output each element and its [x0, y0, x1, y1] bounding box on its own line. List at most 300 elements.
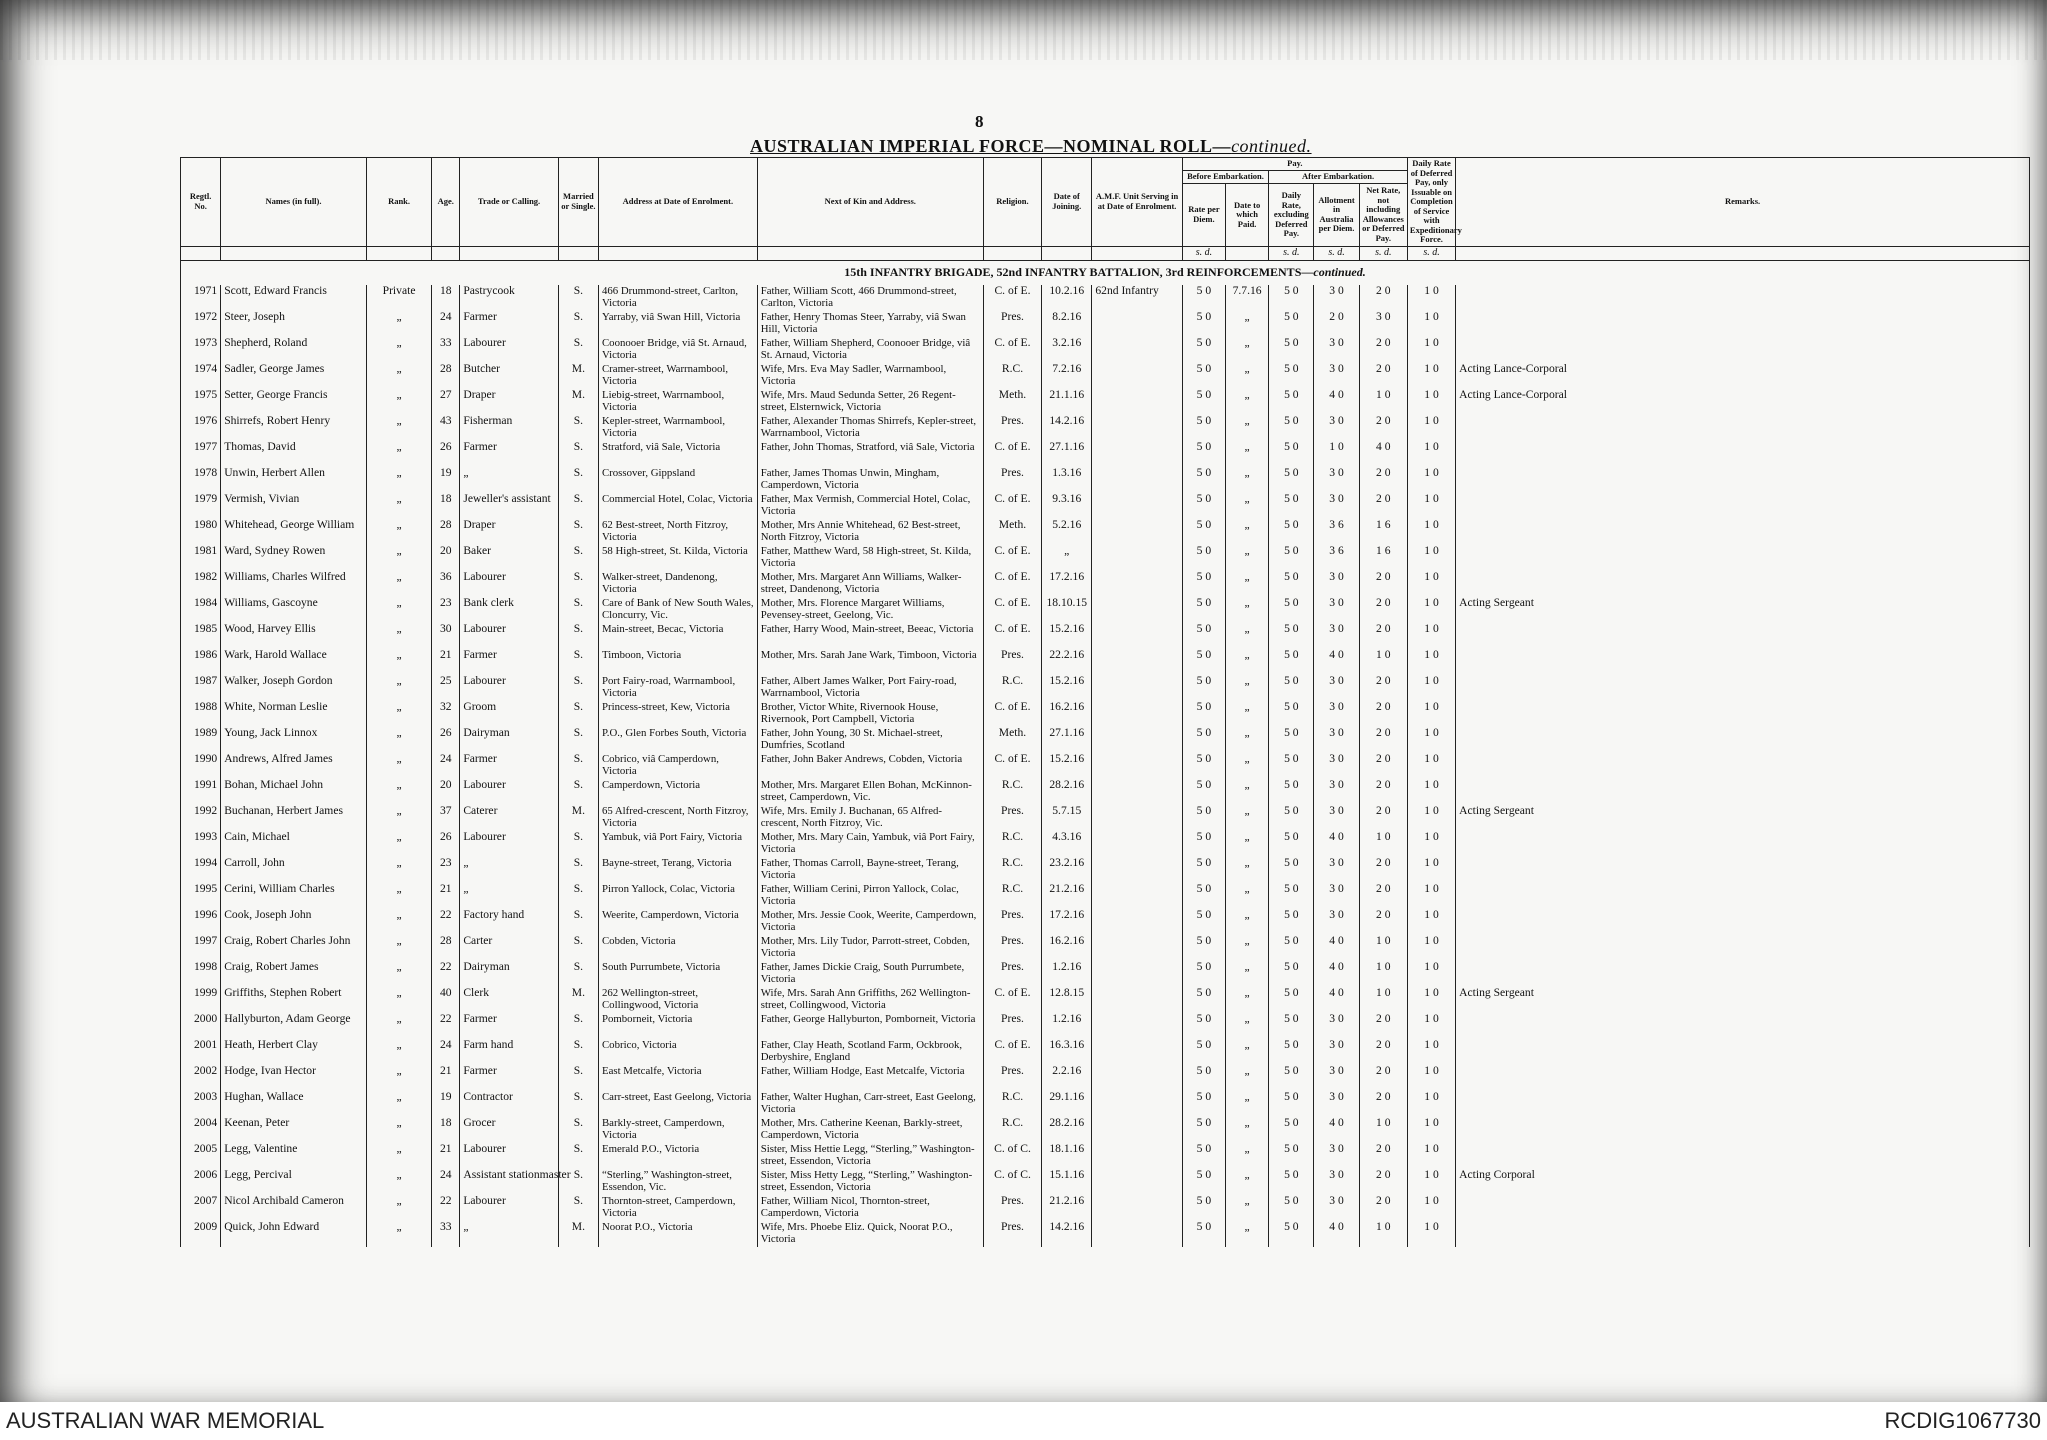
cell-trade: Labourer: [460, 779, 558, 805]
cell-married: S.: [558, 753, 598, 779]
cell-remarks: [1456, 727, 2030, 753]
cell-date-paid: „: [1226, 857, 1269, 883]
cell-name: Williams, Charles Wilfred: [221, 571, 367, 597]
cell-daily-rate: 5 0: [1269, 883, 1314, 909]
cell-next-of-kin: Father, Matthew Ward, 58 High-street, St. Kilda, Victoria: [757, 545, 983, 571]
cell-name: Keenan, Peter: [221, 1117, 367, 1143]
cell-remarks: [1456, 1039, 2030, 1065]
cell-deferred-pay: 1 0: [1407, 649, 1455, 675]
cell-date-paid: „: [1226, 1065, 1269, 1091]
cell-date-paid: „: [1226, 883, 1269, 909]
cell-date-joining: 1.2.16: [1042, 1013, 1092, 1039]
cell-rate-per-diem: 5 0: [1182, 467, 1225, 493]
cell-remarks: [1456, 493, 2030, 519]
cell-deferred-pay: 1 0: [1407, 363, 1455, 389]
cell-age: 20: [432, 779, 460, 805]
cell-deferred-pay: 1 0: [1407, 909, 1455, 935]
cell-next-of-kin: Brother, Victor White, Rivernook House, Rivernook, Port Campbell, Victoria: [757, 701, 983, 727]
cell-deferred-pay: 1 0: [1407, 1117, 1455, 1143]
cell-allotment: 4 0: [1314, 831, 1359, 857]
cell-regtl-no: 2005: [181, 1143, 221, 1169]
cell-married: S.: [558, 1013, 598, 1039]
cell-deferred-pay: 1 0: [1407, 1013, 1455, 1039]
cell-daily-rate: 5 0: [1269, 285, 1314, 311]
cell-allotment: 3 0: [1314, 285, 1359, 311]
cell-address: Cobden, Victoria: [598, 935, 757, 961]
cell-age: 22: [432, 1195, 460, 1221]
cell-date-joining: 28.2.16: [1042, 779, 1092, 805]
cell-trade: Farm hand: [460, 1039, 558, 1065]
cell-daily-rate: 5 0: [1269, 467, 1314, 493]
cell-amf-unit: [1092, 311, 1182, 337]
cell-date-paid: „: [1226, 337, 1269, 363]
cell-trade: Labourer: [460, 337, 558, 363]
cell-religion: C. of C.: [983, 1143, 1041, 1169]
cell-net-rate: 2 0: [1359, 1091, 1407, 1117]
cell-allotment: 1 0: [1314, 441, 1359, 467]
cell-rank: „: [366, 1065, 431, 1091]
cell-amf-unit: [1092, 701, 1182, 727]
cell-trade: Bank clerk: [460, 597, 558, 623]
cell-married: S.: [558, 909, 598, 935]
cell-net-rate: 2 0: [1359, 467, 1407, 493]
cell-date-paid: „: [1226, 493, 1269, 519]
cell-remarks: [1456, 909, 2030, 935]
cell-religion: C. of C.: [983, 1169, 1041, 1195]
cell-deferred-pay: 1 0: [1407, 1091, 1455, 1117]
cell-next-of-kin: Mother, Mrs. Margaret Ellen Bohan, McKinnon-street, Camperdown, Vic.: [757, 779, 983, 805]
cell-regtl-no: 2002: [181, 1065, 221, 1091]
cell-remarks: [1456, 753, 2030, 779]
cell-rate-per-diem: 5 0: [1182, 961, 1225, 987]
cell-net-rate: 1 6: [1359, 519, 1407, 545]
cell-remarks: [1456, 831, 2030, 857]
cell-age: 24: [432, 753, 460, 779]
cell-deferred-pay: 1 0: [1407, 519, 1455, 545]
cell-rate-per-diem: 5 0: [1182, 935, 1225, 961]
cell-date-paid: „: [1226, 1169, 1269, 1195]
cell-regtl-no: 1989: [181, 727, 221, 753]
cell-rate-per-diem: 5 0: [1182, 519, 1225, 545]
cell-rank: „: [366, 545, 431, 571]
cell-amf-unit: [1092, 831, 1182, 857]
col-names: Names (in full).: [221, 158, 367, 247]
cell-date-paid: „: [1226, 415, 1269, 441]
cell-date-joining: 29.1.16: [1042, 1091, 1092, 1117]
cell-deferred-pay: 1 0: [1407, 805, 1455, 831]
cell-religion: Pres.: [983, 1065, 1041, 1091]
cell-allotment: 3 0: [1314, 1013, 1359, 1039]
table-row: [181, 493, 2030, 519]
cell-trade: Baker: [460, 545, 558, 571]
cell-age: 21: [432, 883, 460, 909]
cell-amf-unit: [1092, 1039, 1182, 1065]
cell-allotment: 4 0: [1314, 961, 1359, 987]
cell-rank: „: [366, 441, 431, 467]
cell-date-paid: „: [1226, 597, 1269, 623]
cell-allotment: 3 0: [1314, 493, 1359, 519]
cell-remarks: [1456, 675, 2030, 701]
cell-next-of-kin: Father, Alexander Thomas Shirrefs, Kepler-street, Warrnambool, Victoria: [757, 415, 983, 441]
cell-religion: R.C.: [983, 1117, 1041, 1143]
unit-sd: s. d.: [1407, 246, 1455, 260]
cell-remarks: [1456, 857, 2030, 883]
cell-married: S.: [558, 441, 598, 467]
cell-regtl-no: 1971: [181, 285, 221, 311]
cell-allotment: 3 0: [1314, 571, 1359, 597]
cell-date-joining: 17.2.16: [1042, 571, 1092, 597]
cell-religion: C. of E.: [983, 1039, 1041, 1065]
cell-trade: Farmer: [460, 753, 558, 779]
table-row: [181, 571, 2030, 597]
cell-net-rate: 1 0: [1359, 831, 1407, 857]
cell-next-of-kin: Father, William Hodge, East Metcalfe, Victoria: [757, 1065, 983, 1091]
cell-date-joining: 18.1.16: [1042, 1143, 1092, 1169]
col-religion: Religion.: [983, 158, 1041, 247]
cell-address: Port Fairy-road, Warrnambool, Victoria: [598, 675, 757, 701]
table-row: [181, 1065, 2030, 1091]
cell-date-joining: 21.1.16: [1042, 389, 1092, 415]
cell-name: Young, Jack Linnox: [221, 727, 367, 753]
cell-trade: Labourer: [460, 675, 558, 701]
cell-married: S.: [558, 779, 598, 805]
cell-deferred-pay: 1 0: [1407, 987, 1455, 1013]
cell-daily-rate: 5 0: [1269, 493, 1314, 519]
cell-regtl-no: 1996: [181, 909, 221, 935]
cell-address: Carr-street, East Geelong, Victoria: [598, 1091, 757, 1117]
cell-address: Commercial Hotel, Colac, Victoria: [598, 493, 757, 519]
cell-address: Care of Bank of New South Wales, Cloncurry, Vic.: [598, 597, 757, 623]
cell-deferred-pay: 1 0: [1407, 389, 1455, 415]
cell-regtl-no: 1974: [181, 363, 221, 389]
cell-daily-rate: 5 0: [1269, 1221, 1314, 1247]
cell-address: Noorat P.O., Victoria: [598, 1221, 757, 1247]
cell-rank: „: [366, 987, 431, 1013]
cell-regtl-no: 1993: [181, 831, 221, 857]
cell-age: 26: [432, 727, 460, 753]
cell-daily-rate: 5 0: [1269, 415, 1314, 441]
cell-age: 21: [432, 1065, 460, 1091]
cell-rank: „: [366, 389, 431, 415]
cell-married: S.: [558, 1117, 598, 1143]
cell-regtl-no: 1988: [181, 701, 221, 727]
cell-date-joining: 15.2.16: [1042, 623, 1092, 649]
cell-net-rate: 2 0: [1359, 753, 1407, 779]
cell-rate-per-diem: 5 0: [1182, 1169, 1225, 1195]
cell-rank: „: [366, 519, 431, 545]
section-title-suffix: continued.: [1313, 265, 1366, 280]
cell-name: Wark, Harold Wallace: [221, 649, 367, 675]
cell-age: 23: [432, 857, 460, 883]
cell-amf-unit: [1092, 545, 1182, 571]
cell-amf-unit: [1092, 493, 1182, 519]
cell-married: S.: [558, 883, 598, 909]
cell-amf-unit: [1092, 1221, 1182, 1247]
cell-age: 37: [432, 805, 460, 831]
cell-amf-unit: [1092, 337, 1182, 363]
cell-married: M.: [558, 1221, 598, 1247]
cell-religion: Pres.: [983, 935, 1041, 961]
col-after-embarkation: After Embarkation.: [1269, 171, 1408, 184]
cell-rate-per-diem: 5 0: [1182, 779, 1225, 805]
cell-allotment: 3 0: [1314, 337, 1359, 363]
cell-regtl-no: 2001: [181, 1039, 221, 1065]
cell-daily-rate: 5 0: [1269, 311, 1314, 337]
table-row: [181, 441, 2030, 467]
table-row: [181, 311, 2030, 337]
cell-amf-unit: [1092, 935, 1182, 961]
cell-next-of-kin: Father, Thomas Carroll, Bayne-street, Terang, Victoria: [757, 857, 983, 883]
cell-allotment: 3 0: [1314, 753, 1359, 779]
table-row: [181, 649, 2030, 675]
cell-next-of-kin: Mother, Mrs. Florence Margaret Williams, Pevensey-street, Geelong, Vic.: [757, 597, 983, 623]
cell-age: 40: [432, 987, 460, 1013]
cell-date-paid: „: [1226, 363, 1269, 389]
cell-amf-unit: [1092, 727, 1182, 753]
cell-address: Cobrico, viâ Camperdown, Victoria: [598, 753, 757, 779]
cell-net-rate: 1 0: [1359, 987, 1407, 1013]
cell-date-joining: 21.2.16: [1042, 883, 1092, 909]
table-row: [181, 1013, 2030, 1039]
cell-date-paid: „: [1226, 545, 1269, 571]
cell-daily-rate: 5 0: [1269, 987, 1314, 1013]
cell-daily-rate: 5 0: [1269, 337, 1314, 363]
cell-married: M.: [558, 805, 598, 831]
cell-amf-unit: [1092, 961, 1182, 987]
cell-age: 28: [432, 363, 460, 389]
cell-rank: „: [366, 805, 431, 831]
cell-allotment: 3 0: [1314, 675, 1359, 701]
cell-regtl-no: 2007: [181, 1195, 221, 1221]
cell-rate-per-diem: 5 0: [1182, 545, 1225, 571]
cell-date-paid: „: [1226, 311, 1269, 337]
cell-religion: R.C.: [983, 779, 1041, 805]
cell-net-rate: 1 0: [1359, 389, 1407, 415]
cell-name: Legg, Valentine: [221, 1143, 367, 1169]
cell-deferred-pay: 1 0: [1407, 961, 1455, 987]
cell-regtl-no: 1980: [181, 519, 221, 545]
cell-date-paid: „: [1226, 571, 1269, 597]
cell-religion: Pres.: [983, 909, 1041, 935]
cell-regtl-no: 1982: [181, 571, 221, 597]
cell-rank: „: [366, 1143, 431, 1169]
cell-age: 30: [432, 623, 460, 649]
cell-date-paid: „: [1226, 1013, 1269, 1039]
cell-deferred-pay: 1 0: [1407, 1065, 1455, 1091]
cell-rank: „: [366, 467, 431, 493]
cell-remarks: [1456, 519, 2030, 545]
cell-trade: Farmer: [460, 1013, 558, 1039]
cell-next-of-kin: Wife, Mrs. Phoebe Eliz. Quick, Noorat P.O., Victoria: [757, 1221, 983, 1247]
cell-amf-unit: [1092, 1143, 1182, 1169]
cell-religion: C. of E.: [983, 285, 1041, 311]
table-row: [181, 675, 2030, 701]
cell-daily-rate: 5 0: [1269, 1065, 1314, 1091]
table-row: [181, 467, 2030, 493]
cell-date-joining: 23.2.16: [1042, 857, 1092, 883]
table-row: [181, 935, 2030, 961]
cell-age: 22: [432, 909, 460, 935]
cell-married: S.: [558, 597, 598, 623]
cell-married: S.: [558, 831, 598, 857]
cell-rate-per-diem: 5 0: [1182, 909, 1225, 935]
table-row: [181, 753, 2030, 779]
cell-amf-unit: [1092, 753, 1182, 779]
cell-allotment: 3 0: [1314, 1169, 1359, 1195]
cell-regtl-no: 1977: [181, 441, 221, 467]
cell-net-rate: 2 0: [1359, 337, 1407, 363]
cell-allotment: 3 0: [1314, 1091, 1359, 1117]
cell-religion: C. of E.: [983, 545, 1041, 571]
cell-remarks: [1456, 545, 2030, 571]
cell-regtl-no: 1992: [181, 805, 221, 831]
cell-net-rate: 1 6: [1359, 545, 1407, 571]
cell-net-rate: 2 0: [1359, 1039, 1407, 1065]
cell-remarks: [1456, 441, 2030, 467]
cell-daily-rate: 5 0: [1269, 675, 1314, 701]
cell-allotment: 3 0: [1314, 909, 1359, 935]
cell-date-joining: 18.10.15: [1042, 597, 1092, 623]
cell-remarks: [1456, 571, 2030, 597]
table-row: [181, 1169, 2030, 1195]
cell-daily-rate: 5 0: [1269, 1091, 1314, 1117]
cell-age: 24: [432, 1169, 460, 1195]
cell-trade: Farmer: [460, 1065, 558, 1091]
cell-remarks: [1456, 337, 2030, 363]
cell-deferred-pay: 1 0: [1407, 1221, 1455, 1247]
cell-rate-per-diem: 5 0: [1182, 571, 1225, 597]
table-row: [181, 623, 2030, 649]
cell-married: S.: [558, 337, 598, 363]
units-row: [181, 246, 2030, 260]
cell-address: Thornton-street, Camperdown, Victoria: [598, 1195, 757, 1221]
cell-regtl-no: 1973: [181, 337, 221, 363]
cell-regtl-no: 1978: [181, 467, 221, 493]
cell-name: Walker, Joseph Gordon: [221, 675, 367, 701]
cell-allotment: 3 0: [1314, 805, 1359, 831]
cell-address: “Sterling,” Washington-street, Essendon, Vic.: [598, 1169, 757, 1195]
cell-rank: „: [366, 1013, 431, 1039]
cell-trade: Contractor: [460, 1091, 558, 1117]
cell-daily-rate: 5 0: [1269, 571, 1314, 597]
cell-date-paid: 7.7.16: [1226, 285, 1269, 311]
cell-deferred-pay: 1 0: [1407, 831, 1455, 857]
cell-rank: „: [366, 649, 431, 675]
cell-name: Steer, Joseph: [221, 311, 367, 337]
cell-remarks: [1456, 935, 2030, 961]
section-heading-row: [181, 260, 2030, 285]
cell-next-of-kin: Mother, Mrs. Margaret Ann Williams, Walker-street, Dandenong, Victoria: [757, 571, 983, 597]
cell-daily-rate: 5 0: [1269, 961, 1314, 987]
cell-deferred-pay: 1 0: [1407, 415, 1455, 441]
cell-rate-per-diem: 5 0: [1182, 727, 1225, 753]
cell-rank: „: [366, 909, 431, 935]
cell-married: S.: [558, 623, 598, 649]
cell-religion: C. of E.: [983, 623, 1041, 649]
cell-trade: Farmer: [460, 311, 558, 337]
cell-age: 25: [432, 675, 460, 701]
cell-amf-unit: [1092, 363, 1182, 389]
cell-next-of-kin: Father, Max Vermish, Commercial Hotel, Colac, Victoria: [757, 493, 983, 519]
table-row: [181, 1195, 2030, 1221]
cell-date-paid: „: [1226, 389, 1269, 415]
cell-daily-rate: 5 0: [1269, 831, 1314, 857]
table-header: [181, 158, 2030, 247]
cell-daily-rate: 5 0: [1269, 1169, 1314, 1195]
cell-date-joining: 3.2.16: [1042, 337, 1092, 363]
cell-date-joining: 27.1.16: [1042, 727, 1092, 753]
col-age: Age.: [432, 158, 460, 247]
cell-remarks: Acting Lance-Corporal: [1456, 389, 2030, 415]
cell-remarks: [1456, 701, 2030, 727]
cell-rank: „: [366, 363, 431, 389]
cell-rank: Private: [366, 285, 431, 311]
cell-net-rate: 1 0: [1359, 1221, 1407, 1247]
col-allotment: Allotment in Australia per Diem.: [1314, 184, 1359, 247]
cell-name: Buchanan, Herbert James: [221, 805, 367, 831]
cell-trade: Dairyman: [460, 961, 558, 987]
cell-regtl-no: 1997: [181, 935, 221, 961]
cell-regtl-no: 1981: [181, 545, 221, 571]
cell-deferred-pay: 1 0: [1407, 1195, 1455, 1221]
cell-rate-per-diem: 5 0: [1182, 363, 1225, 389]
cell-date-joining: 2.2.16: [1042, 1065, 1092, 1091]
cell-rate-per-diem: 5 0: [1182, 1195, 1225, 1221]
cell-trade: „: [460, 1221, 558, 1247]
table-row: [181, 701, 2030, 727]
cell-rate-per-diem: 5 0: [1182, 1221, 1225, 1247]
cell-net-rate: 2 0: [1359, 493, 1407, 519]
cell-net-rate: 2 0: [1359, 1143, 1407, 1169]
cell-address: Stratford, viâ Sale, Victoria: [598, 441, 757, 467]
unit-sd: s. d.: [1182, 246, 1225, 260]
cell-allotment: 3 0: [1314, 415, 1359, 441]
cell-allotment: 3 0: [1314, 701, 1359, 727]
cell-rank: „: [366, 1221, 431, 1247]
cell-deferred-pay: 1 0: [1407, 493, 1455, 519]
col-rank: Rank.: [366, 158, 431, 247]
cell-amf-unit: [1092, 805, 1182, 831]
cell-married: S.: [558, 571, 598, 597]
cell-trade: Farmer: [460, 441, 558, 467]
cell-religion: C. of E.: [983, 701, 1041, 727]
table-row: [181, 831, 2030, 857]
cell-daily-rate: 5 0: [1269, 935, 1314, 961]
cell-rank: „: [366, 1195, 431, 1221]
cell-net-rate: 3 0: [1359, 311, 1407, 337]
cell-name: Carroll, John: [221, 857, 367, 883]
cell-regtl-no: 1990: [181, 753, 221, 779]
cell-remarks: [1456, 311, 2030, 337]
cell-date-paid: „: [1226, 649, 1269, 675]
cell-name: Craig, Robert Charles John: [221, 935, 367, 961]
cell-trade: „: [460, 883, 558, 909]
cell-religion: C. of E.: [983, 337, 1041, 363]
cell-regtl-no: 1984: [181, 597, 221, 623]
cell-date-paid: „: [1226, 909, 1269, 935]
cell-rank: „: [366, 961, 431, 987]
cell-allotment: 3 0: [1314, 1143, 1359, 1169]
cell-next-of-kin: Father, Walter Hughan, Carr-street, East Geelong, Victoria: [757, 1091, 983, 1117]
cell-next-of-kin: Father, Albert James Walker, Port Fairy-road, Warrnambool, Victoria: [757, 675, 983, 701]
cell-allotment: 3 0: [1314, 857, 1359, 883]
cell-next-of-kin: Wife, Mrs. Maud Sedunda Setter, 26 Regent-street, Elsternwick, Victoria: [757, 389, 983, 415]
cell-amf-unit: [1092, 883, 1182, 909]
cell-trade: Labourer: [460, 571, 558, 597]
cell-trade: Groom: [460, 701, 558, 727]
cell-deferred-pay: 1 0: [1407, 701, 1455, 727]
cell-rate-per-diem: 5 0: [1182, 1065, 1225, 1091]
